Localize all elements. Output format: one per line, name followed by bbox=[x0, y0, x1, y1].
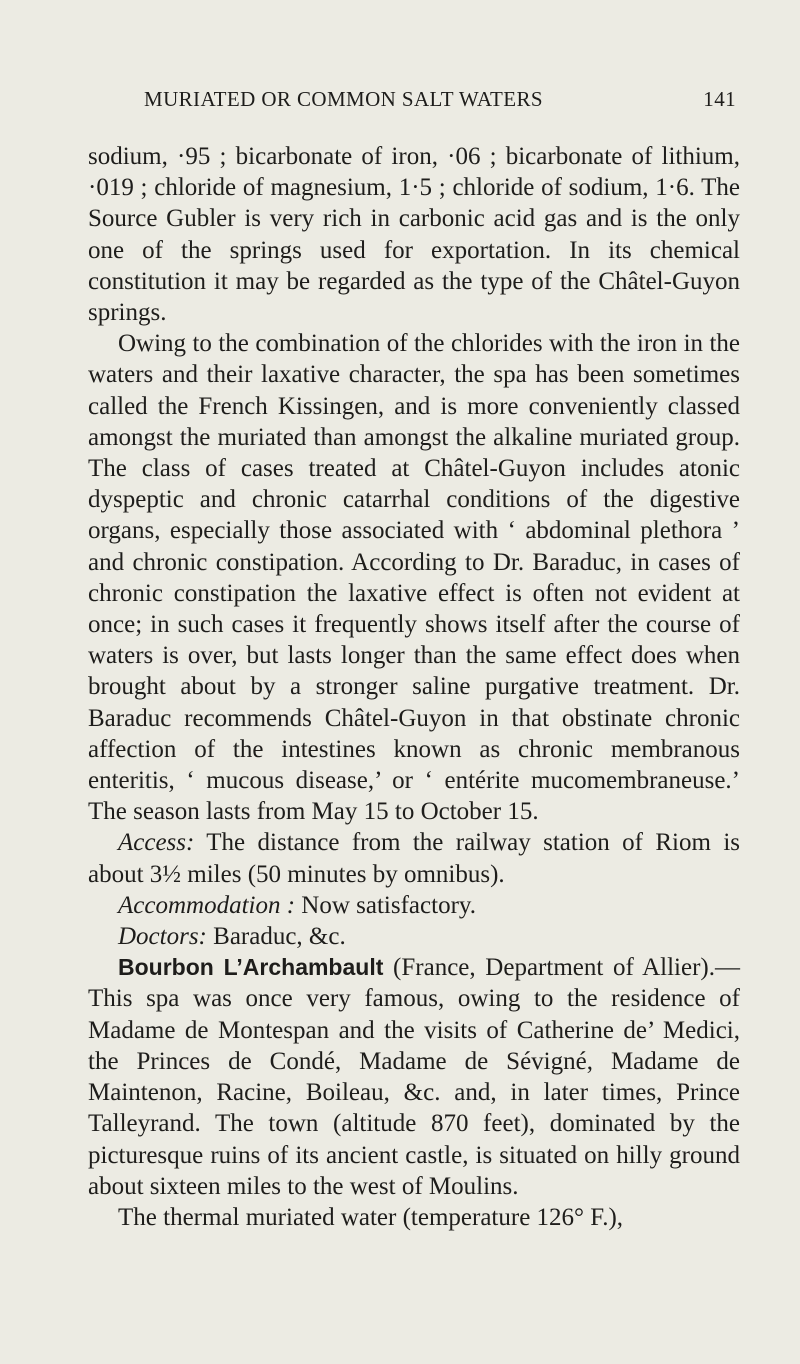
paragraph-bourbon bbox=[88, 952, 740, 1202]
paragraph-chatel-guyon-treatment: Owing to the combination of the chlorides with the iron in the waters and their laxative character, the spa has been sometimes called the French Kissingen, and is more conveniently classed amongst the muriated than amongst the alkaline muriated group. The class of cases treated at Châtel-Guyon includes atonic dyspeptic and chronic catarrhal conditions of the digestive organs, especially those associated with ‘ abdominal plethora ’ and chronic constipation. According to Dr. Baraduc, in cases of chronic constipation the laxative effect is often not evident at once; in such cases it frequently shows itself after the course of waters is over, but lasts longer than the same effect does when brought about by a stronger saline purgative treatment. Dr. Baraduc recommends Châtel-Guyon in that obstinate chronic affection of the intestines known as chronic membranous enteritis, ‘ mucous disease,’ or ‘ entérite mucomembraneuse.’ The season lasts from May 15 to October 15. bbox=[88, 330, 740, 826]
running-title: MURIATED OR COMMON SALT WATERS bbox=[144, 87, 544, 111]
paragraph-accommodation bbox=[88, 890, 740, 921]
paragraph-access bbox=[88, 827, 740, 889]
bourbon-heading: Bourbon L’Archambault bbox=[118, 954, 384, 981]
access-text: The distance from the railway station of Riom is about 3½ miles (50 minutes by omnibus). bbox=[88, 829, 740, 888]
page-number: 141 bbox=[703, 87, 736, 111]
paragraph-doctors bbox=[88, 921, 740, 952]
doctors-label: Doctors: bbox=[118, 923, 207, 951]
bourbon-text: (France, Department of Allier).—This spa was once very famous, owing to the residence of Madame de Montespan and the visits of Catherine de’ Medici, the Princes de Condé, Madame de Sévigné, Madame de Maintenon, Racine, Boileau, &c. and, in later times, Prince Talleyrand. The town (altitude 870 feet), dominated by the picturesque ruins of its ancient castle, is situated on hilly ground about sixteen miles to the west of Moulins. bbox=[88, 954, 740, 1200]
accommodation-label: Accommodation : bbox=[118, 891, 296, 919]
paragraph-mineral-composition: sodium, ·95 ; bicarbonate of iron, ·06 ; bicarbonate of lithium, ·019 ; chloride of magnesium, 1·5 ; chloride of sodium, 1·6. The Source Gubler is very rich in carbonic acid gas and is the only one of the springs used for exportation. In its chemical constitution it may be regarded as the type of the Châtel-Guyon springs. bbox=[88, 143, 740, 327]
accommodation-text: Now satisfactory. bbox=[295, 891, 477, 919]
running-head bbox=[88, 87, 736, 117]
body-text bbox=[88, 141, 740, 1233]
paragraph-thermal-water: The thermal muriated water (temperature 126° F.), bbox=[118, 1203, 624, 1231]
access-label: Access: bbox=[118, 829, 195, 857]
doctors-text: Baraduc, &c. bbox=[206, 923, 346, 951]
